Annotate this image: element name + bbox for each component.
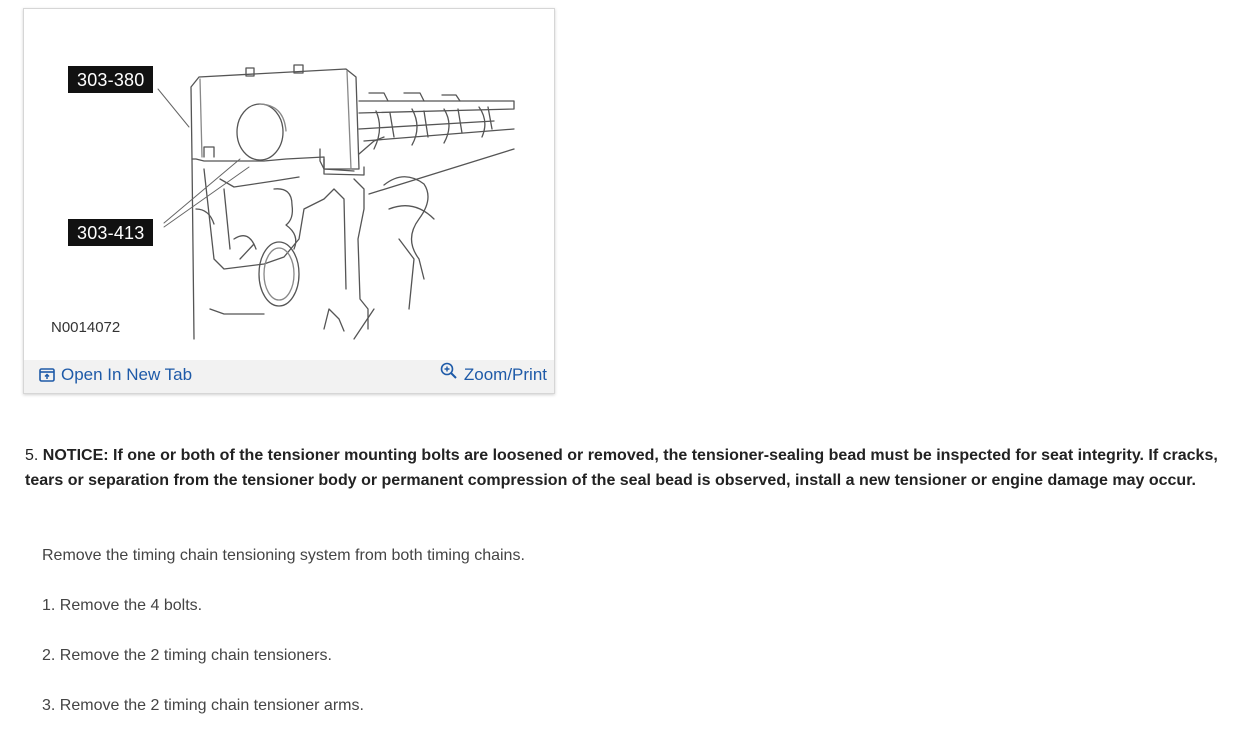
zoom-print-link[interactable] bbox=[440, 365, 547, 385]
open-in-new-tab-label: Open In New Tab bbox=[61, 365, 193, 384]
substep-3: 3. Remove the 2 timing chain tensioner arms. bbox=[42, 697, 364, 714]
open-new-tab-icon bbox=[39, 368, 55, 382]
callout-303-413: 303-413 bbox=[68, 219, 153, 246]
zoom-in-icon bbox=[440, 362, 458, 380]
substep-1: 1. Remove the 4 bolts. bbox=[42, 597, 203, 614]
figure-card bbox=[23, 8, 555, 394]
figure-id: N0014072 bbox=[51, 319, 121, 336]
engine-illustration bbox=[24, 9, 554, 361]
step-number: 5. bbox=[25, 447, 39, 464]
zoom-print-label: Zoom/Print bbox=[463, 365, 547, 384]
step-5-notice bbox=[25, 443, 1245, 493]
substep-2: 2. Remove the 2 timing chain tensioners. bbox=[42, 647, 332, 664]
instruction-intro: Remove the timing chain tensioning system from both timing chains. bbox=[42, 547, 525, 564]
callout-303-380: 303-380 bbox=[68, 66, 153, 93]
figure-footer bbox=[24, 360, 554, 393]
open-in-new-tab-link[interactable] bbox=[39, 365, 192, 385]
notice-text: NOTICE: If one or both of the tensioner mounting bolts are loosened or removed, the tensioner-sealing bead must be inspected for seat integrity. If cracks, tears or separation from the tensioner body or permanent compression of the seal bead is observed, install a new tensioner or engine damage may occur. bbox=[25, 447, 1218, 489]
